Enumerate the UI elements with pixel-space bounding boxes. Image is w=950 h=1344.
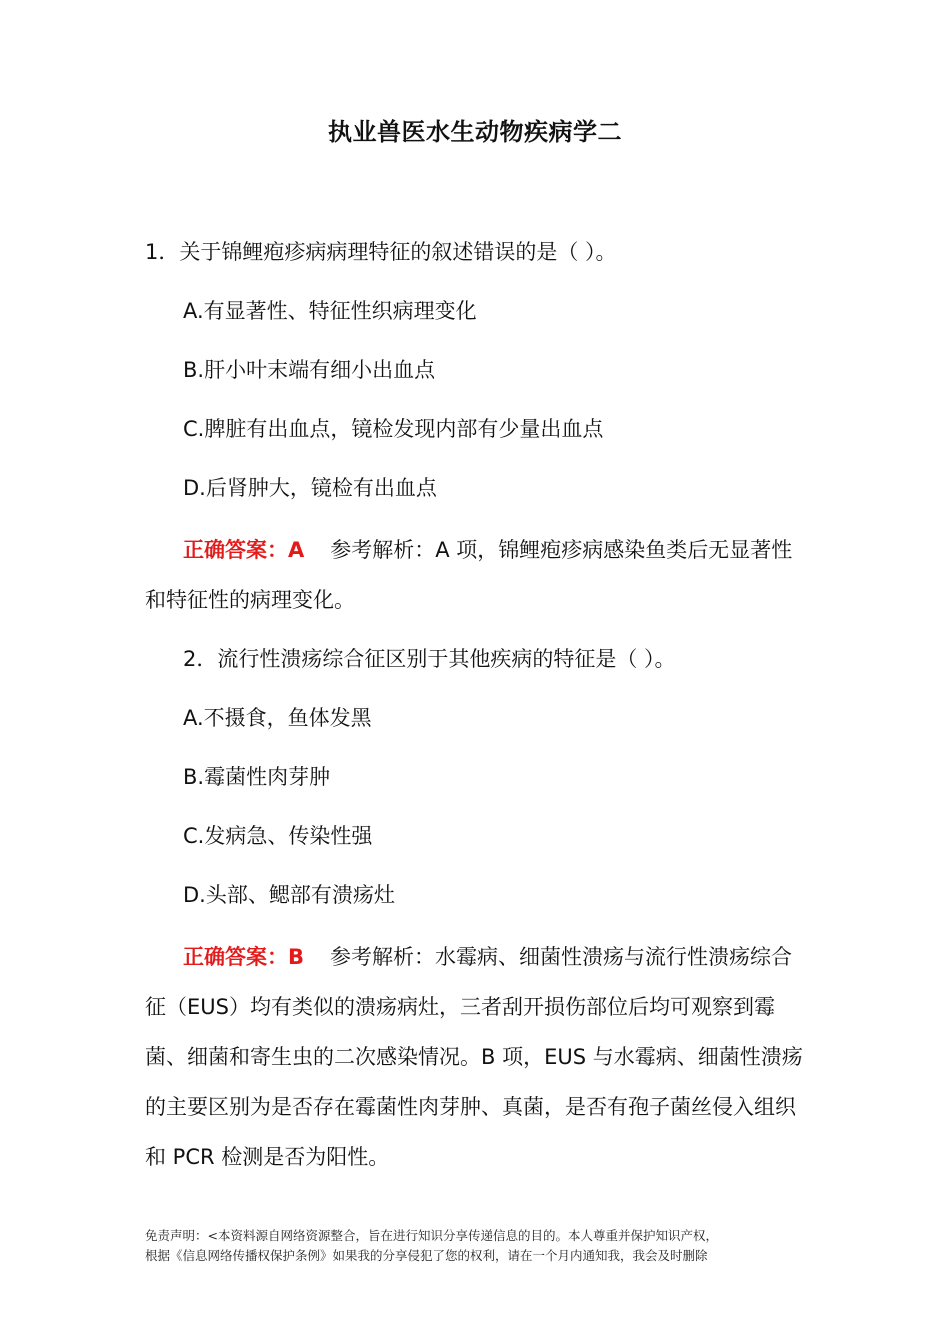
question-1-stem: 1．关于锦鲤疱疹病病理特征的叙述错误的是（ ）。 bbox=[145, 240, 617, 264]
question-2-option-c: C.发病急、传染性强 bbox=[183, 824, 373, 848]
disclaimer-line-2: 根据《信息网络传播权保护条例》如果我的分享侵犯了您的权利，请在一个月内通知我，我会及时删除 bbox=[145, 1248, 708, 1263]
question-1-answer-label: 正确答案：A bbox=[183, 538, 305, 562]
question-2-answer bbox=[145, 932, 810, 1182]
question-2-explanation: 参考解析：水霉病、细菌性溃疡与流行性溃疡综合征（EUS）均有类似的溃疡病灶，三者刮开损伤部位后均可观察到霉菌、细菌和寄生虫的二次感染情况。B 项，EUS 与水霉病、细菌性溃疡的主要区别为是否存在霉菌性肉芽肿、真菌，是否有孢子菌丝侵入组织和 PCR 检测是否为阳性。 bbox=[145, 945, 803, 1169]
question-2-stem: 2．流行性溃疡综合征区别于其他疾病的特征是（ ）。 bbox=[183, 647, 676, 671]
disclaimer-line-1: 免责声明：<本资料源自网络资源整合，旨在进行知识分享传递信息的目的。本人尊重并保护知识产权， bbox=[145, 1228, 718, 1243]
disclaimer bbox=[145, 1226, 810, 1266]
question-2-answer-label: 正确答案：B bbox=[183, 945, 305, 969]
question-2-option-d: D.头部、鳃部有溃疡灶 bbox=[183, 883, 395, 907]
question-2-option-b: B.霉菌性肉芽肿 bbox=[183, 765, 331, 789]
document-body bbox=[145, 230, 810, 1194]
question-2-option-a: A.不摄食，鱼体发黑 bbox=[183, 706, 372, 730]
question-1-option-d: D.后肾肿大，镜检有出血点 bbox=[183, 476, 437, 500]
question-1-option-a: A.有显著性、特征性织病理变化 bbox=[183, 299, 477, 323]
question-1-answer bbox=[145, 525, 810, 625]
question-1-explanation: 参考解析：A 项，锦鲤疱疹病感染鱼类后无显著性和特征性的病理变化。 bbox=[145, 538, 793, 612]
question-1-option-c: C.脾脏有出血点，镜检发现内部有少量出血点 bbox=[183, 417, 604, 441]
page-title: 执业兽医水生动物疾病学二 bbox=[328, 118, 622, 146]
question-1-option-b: B.肝小叶末端有细小出血点 bbox=[183, 358, 436, 382]
